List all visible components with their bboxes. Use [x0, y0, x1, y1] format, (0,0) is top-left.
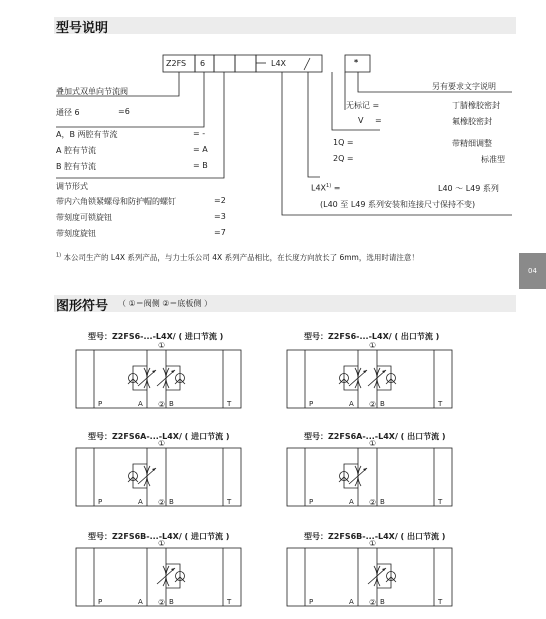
- port-label-a: A: [138, 598, 143, 606]
- port-label-p: P: [98, 598, 103, 606]
- port-label-a: A: [349, 598, 354, 606]
- desc-series-code: $L4X^{1)}$ =: [311, 183, 341, 193]
- port-label-t: T: [227, 498, 232, 506]
- port-label-t: T: [438, 400, 443, 408]
- page-section-tab: 04: [519, 253, 546, 289]
- desc-valve-type: 叠加式双单向节流阀: [56, 87, 128, 96]
- desc-seal-v-eq: =: [375, 116, 382, 125]
- desc-seal-fkm: 氟橡胶密封: [452, 117, 492, 126]
- port-marker-valve-side: ①: [158, 439, 166, 448]
- port-marker-valve-side: ①: [369, 439, 377, 448]
- diagram-label: 型号：Z2FS6A-...-L4X/ ( 出口节流 ): [304, 432, 446, 441]
- desc-seal-none: 无标记 =: [346, 101, 380, 110]
- port-label-p: P: [98, 498, 103, 506]
- symbols-note: （ ①＝阀侧 ②＝底板侧 ）: [118, 299, 212, 308]
- desc-size: 通径 6: [56, 108, 80, 117]
- port-marker-plate-side: ②: [369, 400, 377, 409]
- desc-adjust-screw-code: =2: [214, 196, 226, 205]
- code-part-extra: *: [354, 58, 359, 67]
- desc-adjust-knob: 带刻度旋钮: [56, 229, 96, 238]
- desc-size-code: =6: [118, 107, 130, 116]
- code-part-series: L4X: [271, 59, 287, 68]
- port-marker-valve-side: ①: [369, 341, 377, 350]
- port-label-b: B: [169, 598, 174, 606]
- port-label-b: B: [169, 498, 174, 506]
- port-label-b: B: [380, 498, 385, 506]
- desc-adjust-lock-knob-code: =3: [214, 212, 226, 221]
- desc-extra-note: 另有要求文字说明: [432, 82, 496, 91]
- desc-series-note: (L40 至 L49 系列安装和连接尺寸保持不变): [320, 200, 476, 209]
- diagram-label: 型号：Z2FS6-...-L4X/ ( 出口节流 ): [304, 332, 440, 341]
- section-title-symbols: 图形符号: [56, 299, 109, 314]
- port-label-a: A: [138, 498, 143, 506]
- port-label-b: B: [380, 400, 385, 408]
- desc-series-range: L40 ～ L49 系列: [438, 184, 499, 193]
- footnote: $^{1)}$ 本公司生产的 L4X 系列产品，与力士乐公司 4X 系列产品相比，在长度方向放长了 6mm，选用时请注意！: [56, 252, 419, 262]
- port-label-t: T: [227, 598, 232, 606]
- port-label-t: T: [227, 400, 232, 408]
- code-part-type: Z2FS: [166, 59, 187, 68]
- port-label-p: P: [309, 400, 314, 408]
- desc-adjust-type: 调节形式: [56, 182, 88, 191]
- desc-b-code: = B: [193, 161, 208, 170]
- port-label-a: A: [349, 400, 354, 408]
- desc-a-throttle: A 腔有节流: [56, 146, 97, 155]
- diagram-label: 型号：Z2FS6B-...-L4X/ ( 出口节流 ): [304, 532, 446, 541]
- desc-adjust-knob-code: =7: [214, 228, 226, 237]
- section-title-model: 型号说明: [56, 21, 109, 36]
- desc-seal-v: V: [358, 116, 364, 125]
- port-marker-plate-side: ②: [369, 498, 377, 507]
- desc-adjust-lock-knob: 带刻度可锁旋钮: [56, 213, 112, 222]
- port-label-p: P: [98, 400, 103, 408]
- port-label-t: T: [438, 498, 443, 506]
- desc-a-code: = A: [193, 145, 208, 154]
- desc-adjust-screw: 带内六角锁紧螺母和防护帽的螺钉: [56, 197, 176, 206]
- port-marker-plate-side: ②: [369, 598, 377, 607]
- port-marker-plate-side: ②: [158, 598, 166, 607]
- desc-ab-code: = -: [193, 129, 206, 138]
- port-label-a: A: [138, 400, 143, 408]
- diagram-label: 型号：Z2FS6A-...-L4X/ ( 进口节流 ): [88, 432, 230, 441]
- port-marker-valve-side: ①: [158, 341, 166, 350]
- port-label-a: A: [349, 498, 354, 506]
- diagram-label: 型号：Z2FS6B-...-L4X/ ( 进口节流 ): [88, 532, 230, 541]
- port-label-p: P: [309, 598, 314, 606]
- port-marker-plate-side: ②: [158, 400, 166, 409]
- desc-ab-throttle: A，B 两腔有节流: [56, 130, 118, 139]
- port-label-t: T: [438, 598, 443, 606]
- desc-b-throttle: B 腔有节流: [56, 162, 97, 171]
- port-label-b: B: [380, 598, 385, 606]
- port-label-b: B: [169, 400, 174, 408]
- port-marker-valve-side: ①: [369, 539, 377, 548]
- desc-fine-adjust: 带精细调整: [452, 139, 492, 148]
- port-label-p: P: [309, 498, 314, 506]
- code-part-size: 6: [200, 59, 206, 68]
- desc-standard-code: 2Q =: [333, 154, 354, 163]
- desc-fine-code: 1Q =: [333, 138, 354, 147]
- desc-standard: 标准型: [481, 155, 505, 164]
- desc-seal-nbr: 丁腈橡胶密封: [452, 101, 500, 110]
- port-marker-valve-side: ①: [158, 539, 166, 548]
- diagram-label: 型号：Z2FS6-...-L4X/ ( 进口节流 ): [88, 332, 224, 341]
- port-marker-plate-side: ②: [158, 498, 166, 507]
